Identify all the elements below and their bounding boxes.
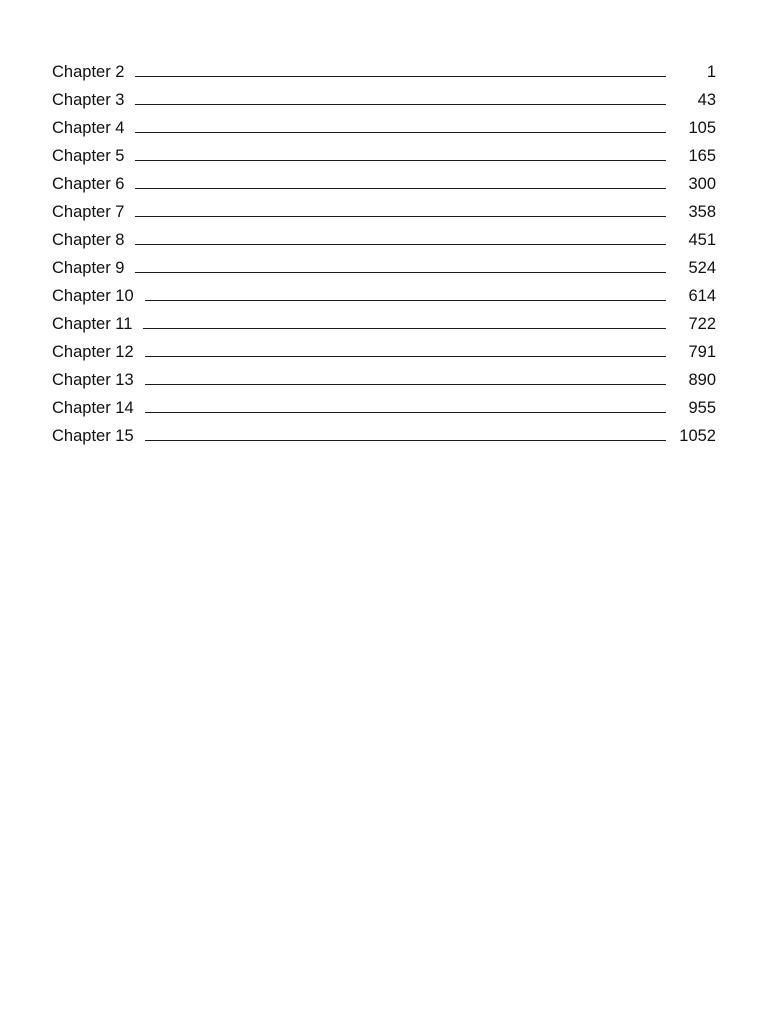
toc-entry-label: Chapter 15 [52, 427, 134, 445]
toc-entry-chapter-15[interactable] [52, 420, 716, 448]
toc-leader-line [145, 383, 666, 385]
toc-entry-page-number: 358 [688, 203, 716, 221]
toc-entry-label: Chapter 7 [52, 203, 125, 221]
toc-leader-line [135, 187, 666, 189]
toc-entry-page-number: 614 [688, 287, 716, 305]
toc-leader-line [145, 411, 666, 413]
toc-leader-line [145, 355, 666, 357]
toc-entry-label: Chapter 10 [52, 287, 134, 305]
toc-entry-chapter-11[interactable] [52, 308, 716, 336]
toc-entry-label: Chapter 2 [52, 63, 125, 81]
toc-leader-line [145, 299, 666, 301]
toc-entry-label: Chapter 6 [52, 175, 125, 193]
toc-entry-page-number: 300 [688, 175, 716, 193]
toc-entry-page-number: 451 [688, 231, 716, 249]
toc-entry-page-number: 524 [688, 259, 716, 277]
toc-leader-line [135, 131, 666, 133]
toc-entry-label: Chapter 12 [52, 343, 134, 361]
toc-leader-line [143, 327, 666, 329]
toc-entry-label: Chapter 3 [52, 91, 125, 109]
toc-leader-line [135, 159, 666, 161]
toc-entry-label: Chapter 9 [52, 259, 125, 277]
toc-entry-label: Chapter 11 [52, 315, 133, 333]
toc-entry-page-number: 955 [688, 399, 716, 417]
toc-leader-line [135, 271, 666, 273]
toc-entry-chapter-3[interactable] [52, 84, 716, 112]
toc-entry-page-number: 165 [688, 147, 716, 165]
toc-leader-line [135, 243, 666, 245]
toc-entry-chapter-8[interactable] [52, 224, 716, 252]
toc-entry-label: Chapter 13 [52, 371, 134, 389]
toc-entry-label: Chapter 8 [52, 231, 125, 249]
toc-leader-line [145, 439, 666, 441]
toc-leader-line [135, 103, 666, 105]
toc-entry-chapter-9[interactable] [52, 252, 716, 280]
toc-entry-chapter-10[interactable] [52, 280, 716, 308]
toc-entry-chapter-2[interactable] [52, 56, 716, 84]
toc-entry-chapter-5[interactable] [52, 140, 716, 168]
toc-entry-label: Chapter 14 [52, 399, 134, 417]
toc-entry-chapter-7[interactable] [52, 196, 716, 224]
toc-entry-chapter-14[interactable] [52, 392, 716, 420]
table-of-contents [52, 56, 716, 448]
toc-entry-page-number: 890 [688, 371, 716, 389]
toc-entry-page-number: 1 [706, 63, 716, 81]
toc-leader-line [135, 75, 666, 77]
toc-entry-chapter-12[interactable] [52, 336, 716, 364]
toc-entry-page-number: 722 [688, 315, 716, 333]
toc-entry-page-number: 1052 [679, 427, 716, 445]
toc-leader-line [135, 215, 666, 217]
toc-entry-page-number: 791 [688, 343, 716, 361]
toc-entry-label: Chapter 5 [52, 147, 125, 165]
toc-entry-label: Chapter 4 [52, 119, 125, 137]
toc-entry-chapter-13[interactable] [52, 364, 716, 392]
toc-entry-chapter-4[interactable] [52, 112, 716, 140]
toc-entry-page-number: 105 [688, 119, 716, 137]
toc-entry-page-number: 43 [697, 91, 716, 109]
toc-entry-chapter-6[interactable] [52, 168, 716, 196]
